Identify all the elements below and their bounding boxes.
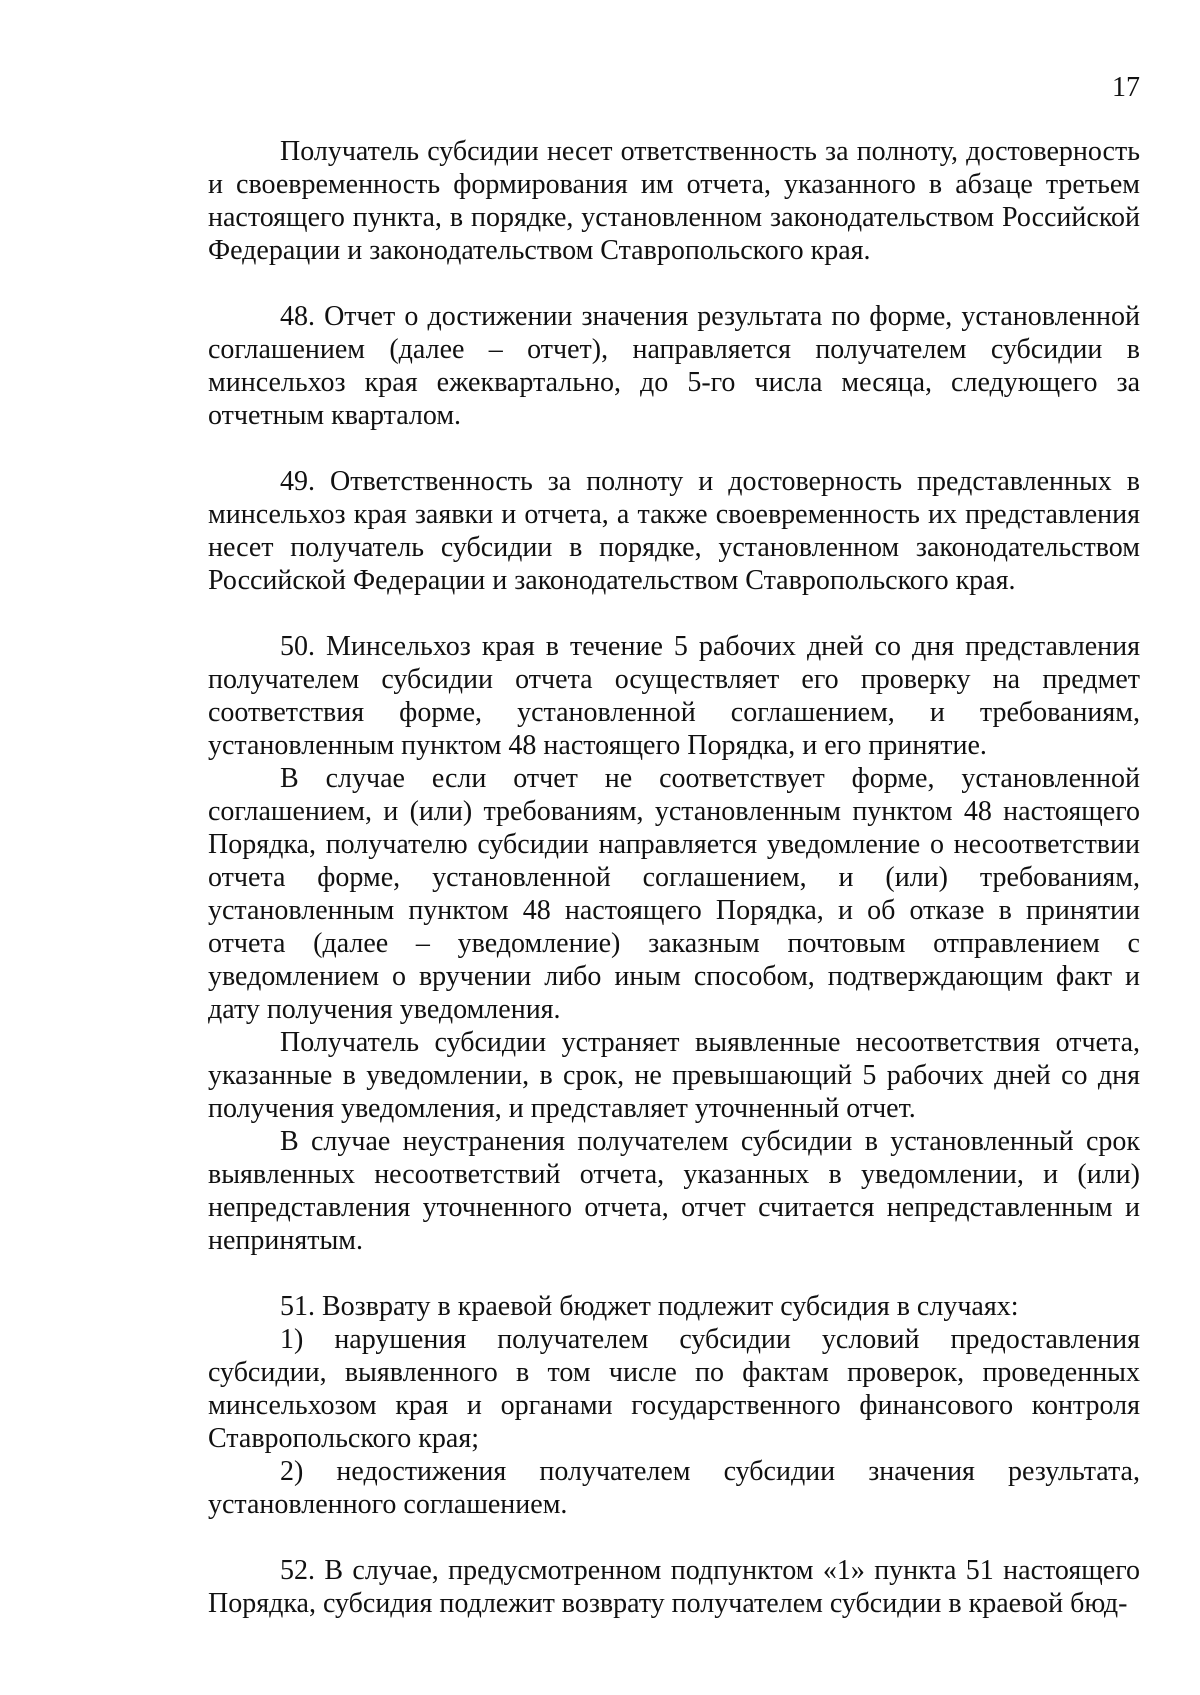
document-body (208, 135, 1140, 1620)
paragraph-50-failure: В случае неустранения получателем субсидии в установленный срок выявленных несоответствий отчета, указанных в уведомлении, и (или) непредставления уточненного отчета, отчет считается непредставленным и непринятым. (208, 1126, 1140, 1256)
paragraph-48: 48. Отчет о достижении значения результата по форме, установленной соглашением (далее – отчет), направляется получателем субсидии в минсельхоз края ежеквартально, до 5-го числа месяца, следующего за отчетным кварталом. (208, 301, 1140, 431)
paragraph-51-item-1: 1) нарушения получателем субсидии условий предоставления субсидии, выявленного в том числе по фактам проверок, проведенных минсельхозом края и органами государственного финансового контроля Ставропольского края; (208, 1324, 1140, 1454)
paragraph-52: 52. В случае, предусмотренном подпунктом «1» пункта 51 настоящего Порядка, субсидия подлежит возврату получателем субсидии в краевой бюд- (208, 1555, 1140, 1619)
paragraph-50-correction: Получатель субсидии устраняет выявленные несоответствия отчета, указанные в уведомлении, в срок, не превышающий 5 рабочих дней со дня получения уведомления, и представляет уточненный отчет. (208, 1027, 1140, 1124)
page-number: 17 (1112, 72, 1140, 103)
paragraph-responsibility-report: Получатель субсидии несет ответственность за полноту, достоверность и своевременность формирования им отчета, указанного в абзаце третьем настоящего пункта, в порядке, установленном законодательством Российской Федерации и законодательством Ставропольского края. (208, 136, 1140, 266)
paragraph-49: 49. Ответственность за полноту и достоверность представленных в минсельхоз края заявки и отчета, а также своевременность их представления несет получатель субсидии в порядке, установленном законодательством Российской Федерации и законодательством Ставропольского края. (208, 466, 1140, 596)
paragraph-50-noncompliance: В случае если отчет не соответствует форме, установленной соглашением, и (или) требованиям, установленным пунктом 48 настоящего Порядка, получателю субсидии направляется уведомление о несоответствии отчета форме, установленной соглашением, и (или) требованиям, установленным пунктом 48 настоящего Порядка, и об отказе в принятии отчета (далее – уведомление) заказным почтовым отправлением с уведомлением о вручении либо иным способом, подтверждающим факт и дату получения уведомления. (208, 763, 1140, 1025)
paragraph-50: 50. Минсельхоз края в течение 5 рабочих дней со дня представления получателем субсидии отчета осуществляет его проверку на предмет соответствия форме, установленной соглашением, и требованиям, установленным пунктом 48 настоящего Порядка, и его принятие. (208, 631, 1140, 761)
paragraph-51: 51. Возврату в краевой бюджет подлежит субсидия в случаях: (280, 1291, 1019, 1322)
paragraph-51-item-2: 2) недостижения получателем субсидии значения результата, установленного соглашением. (208, 1456, 1140, 1520)
